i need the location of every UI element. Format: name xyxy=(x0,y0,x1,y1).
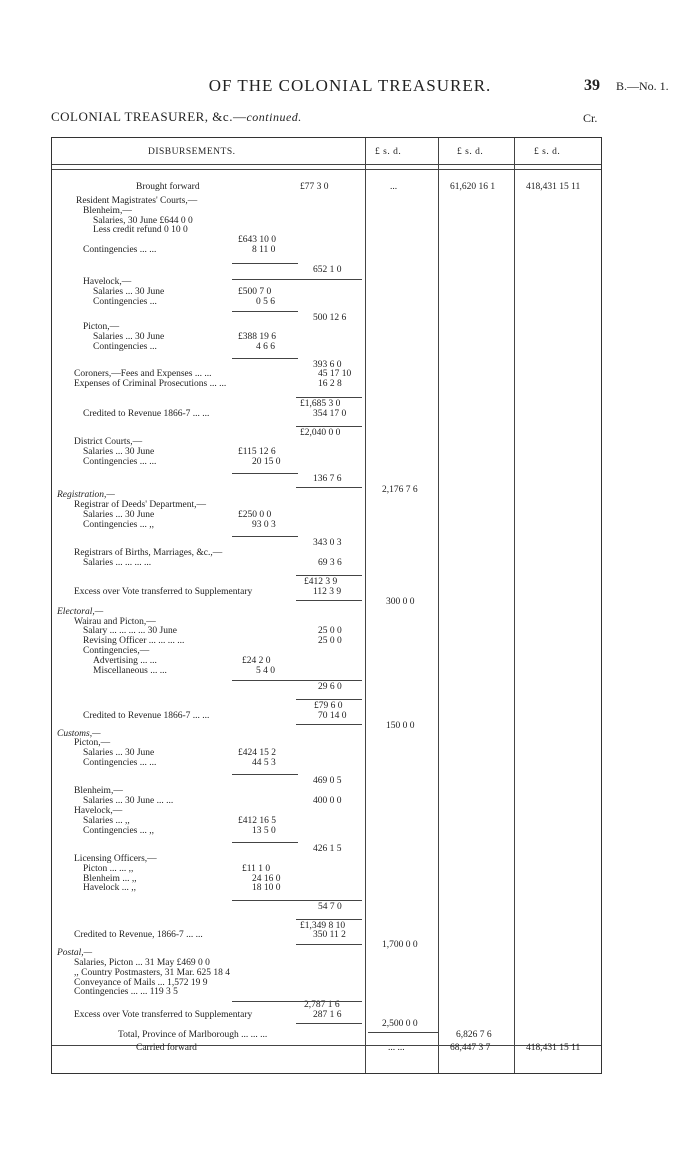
table-row-text: District Courts,— xyxy=(74,437,143,447)
table-row-text: Contingencies ... ... xyxy=(83,757,157,768)
table-row-text: Contingencies ... ... xyxy=(83,456,157,467)
table-row-text: 112 3 9 xyxy=(313,587,342,598)
table-row-text: 287 1 6 xyxy=(313,1009,342,1020)
table-row-text: £1,685 3 0 xyxy=(300,398,341,409)
table-row-text: £412 3 9 xyxy=(304,577,338,588)
subtotal-rule xyxy=(232,680,362,681)
table-row-text: Less credit refund 0 10 0 xyxy=(93,225,188,236)
table-row-text: Salaries ... 30 June xyxy=(93,332,165,342)
table-row-text: Miscellaneous ... ... xyxy=(93,665,167,676)
table-row-text: £2,040 0 0 xyxy=(300,428,341,439)
table-row-text: Contingencies,— xyxy=(83,645,150,656)
table-row-text: Revising Officer ... ... ... ... xyxy=(83,636,185,647)
section-heading xyxy=(51,109,302,125)
table-row-text: Contingencies ... ,, xyxy=(83,519,154,530)
table-row-text: £643 10 0 xyxy=(238,235,276,246)
subtotal-rule xyxy=(232,473,298,474)
subtotal-rule xyxy=(296,724,362,725)
table-row-text: Salaries ... 30 June xyxy=(83,446,155,457)
subtotal-rule xyxy=(368,1032,438,1033)
table-row-text: 54 7 0 xyxy=(318,902,342,912)
carried-forward-ellipsis: ... ... xyxy=(388,1043,405,1053)
table-row-text: 354 17 0 xyxy=(313,408,347,419)
table-row-text: Blenheim,— xyxy=(83,205,132,216)
table-row-text: Licensing Officers,— xyxy=(74,854,157,864)
table-row-text: Registrars of Births, Marriages, &c.,— xyxy=(74,548,223,559)
subtotal-rule xyxy=(232,279,362,280)
table-row-text: £11 1 0 xyxy=(242,863,271,874)
table-row-text: Salaries ... 30 June xyxy=(83,509,155,520)
subtotal-rule xyxy=(232,358,298,359)
table-row-text: Contingencies ... ... xyxy=(83,244,157,255)
subtotal-rule xyxy=(296,699,362,700)
table-row-text: £412 16 5 xyxy=(238,815,276,826)
table-row-text: 8 11 0 xyxy=(252,244,276,255)
table-row-text: 18 10 0 xyxy=(252,883,281,894)
table-row-text: Contingencies ... ... 119 3 5 xyxy=(74,987,178,998)
table-row-text: 500 12 6 xyxy=(313,312,347,323)
table-row-text: Salaries ... ... ... ... xyxy=(83,557,152,568)
brought-forward-amount: £77 3 0 xyxy=(300,182,329,192)
table-row-text: 0 5 6 xyxy=(256,296,275,307)
subtotal-rule xyxy=(296,575,362,576)
carried-forward-total: 418,431 15 11 xyxy=(526,1043,581,1053)
table-row-text: Credited to Revenue 1866-7 ... ... xyxy=(83,710,210,721)
subtotal-rule xyxy=(296,397,362,398)
table-row-text: 2,176 7 6 xyxy=(382,485,418,495)
table-row-text: Contingencies ... xyxy=(93,296,157,307)
table-row-text: Advertising ... ... xyxy=(93,655,157,666)
table-row-text: Salaries ... 30 June xyxy=(93,286,165,297)
table-row-text: Blenheim,— xyxy=(74,786,123,797)
subtotal-rule xyxy=(232,263,298,264)
table-row-text: Conveyance of Mails ... 1,572 19 9 xyxy=(74,977,208,988)
table-row-text: 150 0 0 xyxy=(386,720,415,731)
table-row-text: Picton,— xyxy=(83,322,120,333)
table-row-text: Total, Province of Marlborough ... ... ... xyxy=(118,1030,268,1040)
table-row-text: Electoral,— xyxy=(57,606,104,617)
table-row-text: 652 1 0 xyxy=(313,265,342,276)
column-header-amount: £ s. d. xyxy=(457,147,484,157)
subtotal-rule xyxy=(232,842,298,843)
table-row-text: 29 6 0 xyxy=(318,682,342,693)
table-row-text: 25 0 0 xyxy=(318,626,342,637)
table-row-text: 400 0 0 xyxy=(313,796,342,807)
table-row-text: Salaries, Picton ... 31 May £469 0 0 xyxy=(74,958,210,968)
table-row-text: Picton,— xyxy=(74,738,111,749)
brought-forward-subtotal: 61,620 16 1 xyxy=(450,182,496,192)
credit-marker: Cr. xyxy=(583,111,598,125)
table-row-text: £24 2 0 xyxy=(242,655,271,666)
table-row-text: Coroners,—Fees and Expenses ... ... xyxy=(74,369,212,380)
table-row-text: £79 6 0 xyxy=(314,701,343,711)
table-row-text: 350 11 2 xyxy=(313,930,346,941)
table-row-text: 343 0 3 xyxy=(313,538,342,549)
table-row-text: Contingencies ... xyxy=(93,341,157,352)
table-row-text: 16 2 8 xyxy=(318,379,342,390)
table-row-text: 44 5 3 xyxy=(252,757,276,768)
table-row-text: £250 0 0 xyxy=(238,509,272,520)
subtotal-rule xyxy=(296,944,362,945)
carried-forward-label: Carried forward xyxy=(136,1043,197,1053)
table-row-text: 5 4 0 xyxy=(256,665,275,676)
subtotal-rule xyxy=(296,487,362,488)
section-heading-text: COLONIAL TREASURER, &c.— xyxy=(51,109,247,124)
table-row-text: 4 6 6 xyxy=(256,341,275,352)
table-row-text: £388 19 6 xyxy=(238,332,276,342)
table-row-text: Salaries, 30 June £644 0 0 xyxy=(93,215,193,226)
table-row-text: Salaries ... 30 June ... ... xyxy=(83,796,174,807)
table-row-text: Blenheim ... ,, xyxy=(83,873,137,884)
page-number: 39 xyxy=(584,77,600,94)
subtotal-rule xyxy=(232,1001,362,1002)
table-row-text: 136 7 6 xyxy=(313,474,342,485)
table-row-text: Registrar of Deeds' Department,— xyxy=(74,500,207,511)
table-row-text: Contingencies ... ,, xyxy=(83,825,154,836)
subtotal-rule xyxy=(232,311,298,312)
column-divider xyxy=(514,138,515,1073)
table-row-text: Postal,— xyxy=(57,948,93,959)
table-row-text: £1,349 8 10 xyxy=(300,920,346,931)
table-row-text: 70 14 0 xyxy=(318,710,347,721)
disbursements-table xyxy=(51,137,602,1074)
table-row-text: Customs,— xyxy=(57,728,101,739)
subtotal-rule xyxy=(296,1023,362,1024)
brought-forward-total: 418,431 15 11 xyxy=(526,182,581,192)
table-row-text: Credited to Revenue, 1866-7 ... ... xyxy=(74,930,203,941)
carried-forward-subtotal: 68,447 3 7 xyxy=(450,1043,491,1053)
table-row-text: 2,500 0 0 xyxy=(382,1019,418,1030)
subtotal-rule xyxy=(232,900,362,901)
column-divider xyxy=(438,138,439,1073)
column-header-amount: £ s. d. xyxy=(534,147,561,157)
header-rule xyxy=(52,169,601,170)
subtotal-rule xyxy=(232,774,298,775)
table-row-text: Picton ... ... ,, xyxy=(83,863,134,874)
table-row-text: 393 6 0 xyxy=(313,359,342,370)
table-row-text: Credited to Revenue 1866-7 ... ... xyxy=(83,408,210,419)
section-heading-continued: continued. xyxy=(246,110,302,124)
table-row-text: Salary ... ... ... ... 30 June xyxy=(83,626,177,637)
table-row-text: £115 12 6 xyxy=(238,446,276,457)
table-row-text: £424 15 2 xyxy=(238,748,276,759)
table-row-text: 25 0 0 xyxy=(318,636,342,647)
total-rule xyxy=(52,1045,601,1046)
column-header-amount: £ s. d. xyxy=(375,147,402,157)
table-row-text: 6,826 7 6 xyxy=(456,1030,492,1040)
column-divider xyxy=(365,138,366,1073)
table-row-text: 426 1 5 xyxy=(313,844,342,855)
table-row-text: 24 16 0 xyxy=(252,873,281,884)
page-title: OF THE COLONIAL TREASURER. xyxy=(208,76,492,95)
table-row-text: Expenses of Criminal Prosecutions ... ... xyxy=(74,379,227,390)
subtotal-rule xyxy=(296,919,362,920)
table-row-text: 2,787 1 6 xyxy=(304,999,340,1010)
subtotal-rule xyxy=(296,600,362,601)
table-row-text: Salaries ... 30 June xyxy=(83,748,155,759)
table-row-text: 69 3 6 xyxy=(318,557,342,568)
table-row-text: Wairau and Picton,— xyxy=(74,616,156,627)
table-row-text: Registration,— xyxy=(57,490,115,501)
table-row-text: Havelock,— xyxy=(83,276,132,287)
brought-forward-label: Brought forward xyxy=(136,182,200,192)
table-row-text: Havelock,— xyxy=(74,805,123,816)
table-row-text: 469 0 5 xyxy=(313,775,342,786)
table-row-text: 1,700 0 0 xyxy=(382,940,418,951)
table-row-text: Resident Magistrates' Courts,— xyxy=(76,196,198,206)
table-row-text: 13 5 0 xyxy=(252,825,276,836)
table-row-text: Havelock ... ,, xyxy=(83,883,137,894)
header-rule xyxy=(52,164,601,165)
table-row-text: 93 0 3 xyxy=(252,519,276,530)
table-row-text: Excess over Vote transferred to Supplementary xyxy=(74,587,253,598)
table-row-text: 20 15 0 xyxy=(252,456,281,467)
table-row-text: Excess over Vote transferred to Supplementary xyxy=(74,1009,253,1020)
table-row-text: £500 7 0 xyxy=(238,286,272,297)
document-reference: B.—No. 1. xyxy=(616,79,669,93)
table-row-text: Salaries ... ,, xyxy=(83,815,130,826)
column-header-disbursements: DISBURSEMENTS. xyxy=(148,147,236,157)
table-row-text: 45 17 10 xyxy=(318,369,352,380)
subtotal-rule xyxy=(232,536,298,537)
table-row-text: ,, Country Postmasters, 31 Mar. 625 18 4 xyxy=(74,967,230,978)
subtotal-rule xyxy=(296,426,362,427)
brought-forward-ellipsis: ... xyxy=(390,182,398,192)
table-row-text: 300 0 0 xyxy=(386,597,415,607)
